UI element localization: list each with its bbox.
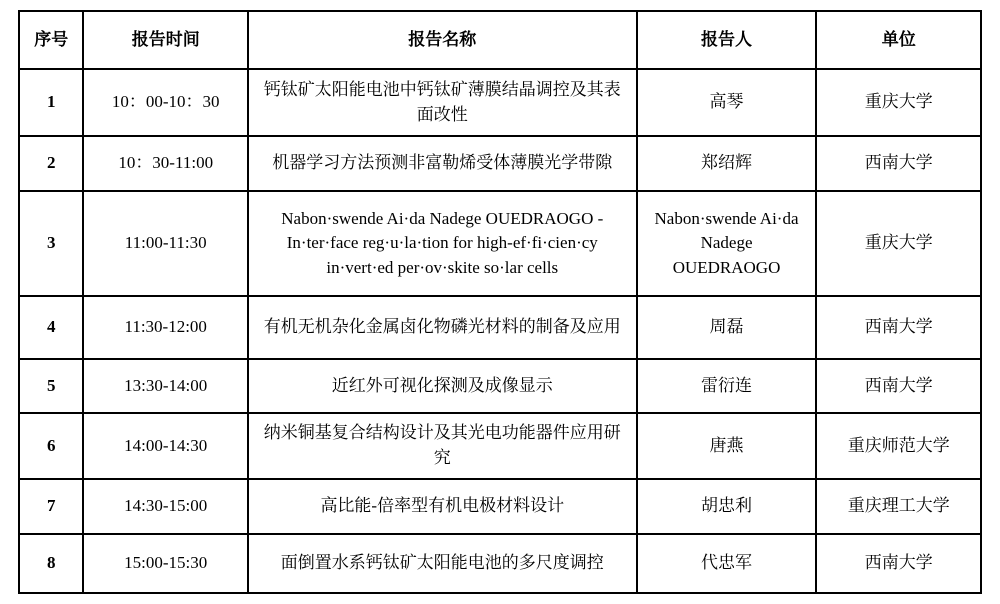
cell-time: 10：30-11:00 [83, 136, 248, 191]
cell-title: 近红外可视化探测及成像显示 [248, 359, 637, 413]
cell-no: 5 [19, 359, 83, 413]
cell-unit: 重庆大学 [816, 69, 981, 136]
cell-title: 纳米铜基复合结构设计及其光电功能器件应用研究 [248, 413, 637, 479]
cell-no: 3 [19, 191, 83, 296]
cell-no: 8 [19, 534, 83, 593]
cell-time: 10：00-10：30 [83, 69, 248, 136]
cell-title: 有机无机杂化金属卤化物磷光材料的制备及应用 [248, 296, 637, 359]
cell-title: 高比能-倍率型有机电极材料设计 [248, 479, 637, 534]
cell-time: 14:00-14:30 [83, 413, 248, 479]
cell-title: 钙钛矿太阳能电池中钙钛矿薄膜结晶调控及其表面改性 [248, 69, 637, 136]
cell-speaker: Nabon·swende Ai·da Nadege OUEDRAOGO [637, 191, 817, 296]
cell-no: 4 [19, 296, 83, 359]
table-row [19, 534, 981, 593]
table-row [19, 191, 981, 296]
table-row [19, 69, 981, 136]
column-header-no: 序号 [19, 11, 83, 69]
header-row [19, 11, 981, 69]
cell-no: 6 [19, 413, 83, 479]
cell-time: 13:30-14:00 [83, 359, 248, 413]
cell-unit: 重庆理工大学 [816, 479, 981, 534]
cell-unit: 西南大学 [816, 359, 981, 413]
cell-time: 14:30-15:00 [83, 479, 248, 534]
cell-speaker: 雷衍连 [637, 359, 817, 413]
cell-speaker: 唐燕 [637, 413, 817, 479]
column-header-time: 报告时间 [83, 11, 248, 69]
schedule-table [18, 10, 982, 594]
cell-unit: 西南大学 [816, 136, 981, 191]
cell-no: 1 [19, 69, 83, 136]
cell-title: 机器学习方法预测非富勒烯受体薄膜光学带隙 [248, 136, 637, 191]
cell-no: 7 [19, 479, 83, 534]
cell-time: 11:00-11:30 [83, 191, 248, 296]
cell-speaker: 高琴 [637, 69, 817, 136]
cell-unit: 重庆大学 [816, 191, 981, 296]
schedule-table-header [19, 11, 981, 69]
cell-time: 11:30-12:00 [83, 296, 248, 359]
cell-speaker: 代忠军 [637, 534, 817, 593]
cell-speaker: 周磊 [637, 296, 817, 359]
cell-time: 15:00-15:30 [83, 534, 248, 593]
table-row [19, 359, 981, 413]
table-row [19, 413, 981, 479]
cell-speaker: 胡忠利 [637, 479, 817, 534]
cell-title: Nabon·swende Ai·da Nadege OUEDRAOGO - In·ter·face reg·u·la·tion for high-ef·fi·cien·cy in·vert·ed per·ov·skite so·lar cells [248, 191, 637, 296]
column-header-unit: 单位 [816, 11, 981, 69]
column-header-title: 报告名称 [248, 11, 637, 69]
cell-unit: 西南大学 [816, 534, 981, 593]
column-header-speaker: 报告人 [637, 11, 817, 69]
cell-no: 2 [19, 136, 83, 191]
cell-unit: 重庆师范大学 [816, 413, 981, 479]
cell-unit: 西南大学 [816, 296, 981, 359]
table-row [19, 479, 981, 534]
table-row [19, 136, 981, 191]
cell-title: 面倒置水系钙钛矿太阳能电池的多尺度调控 [248, 534, 637, 593]
cell-speaker: 郑绍辉 [637, 136, 817, 191]
schedule-table-body [19, 69, 981, 593]
table-row [19, 296, 981, 359]
